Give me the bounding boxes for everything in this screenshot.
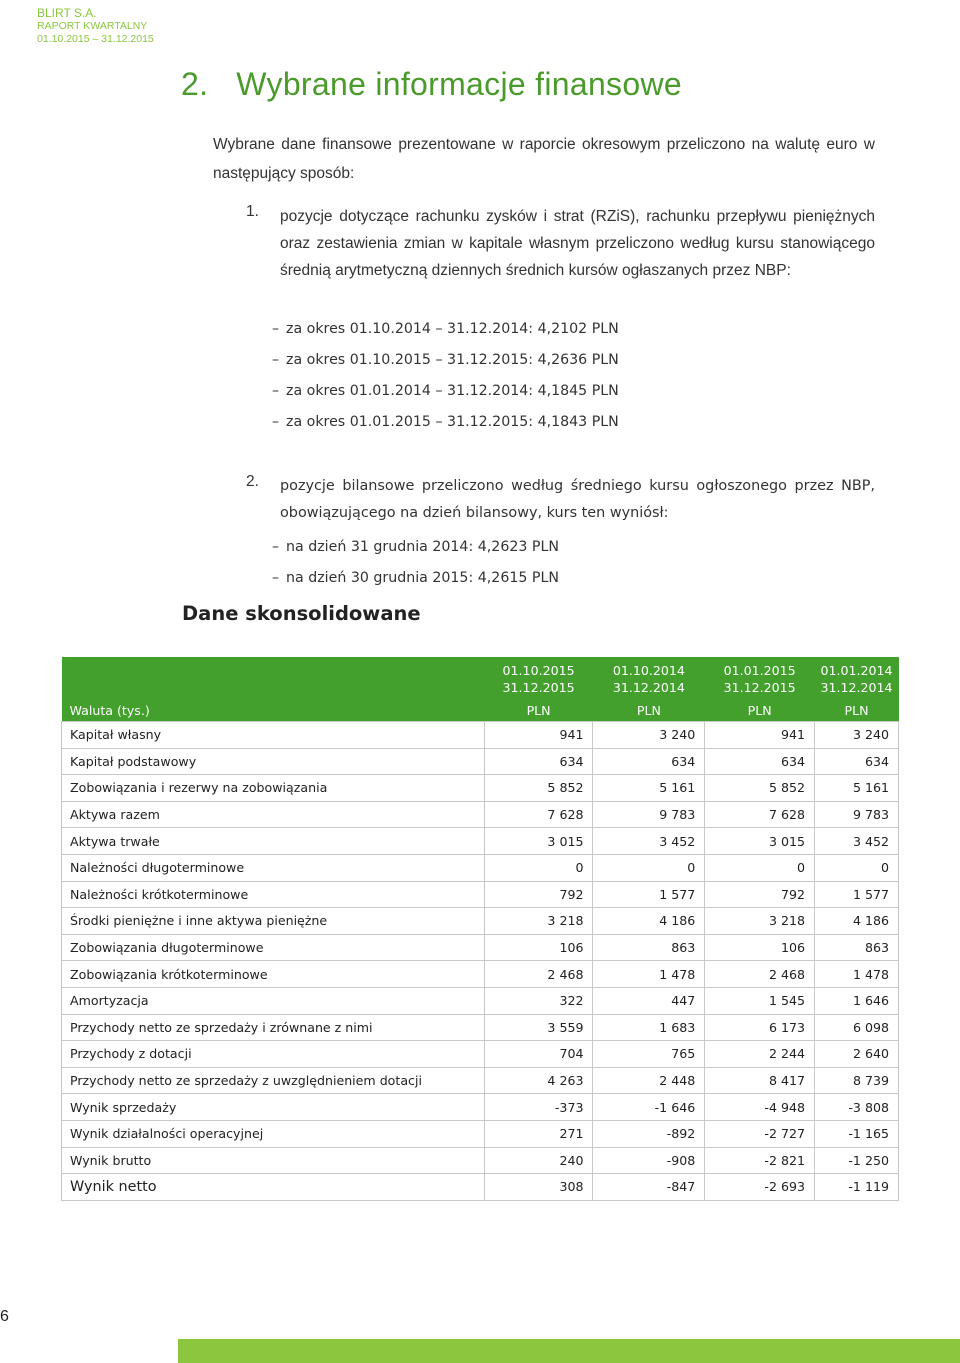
value-cell: 7 628 (705, 801, 815, 828)
table-row (62, 1174, 899, 1201)
column-header: 01.01.2014 31.12.2014 (815, 657, 899, 699)
value-cell: 941 (484, 722, 593, 749)
value-cell: -1 119 (815, 1174, 899, 1201)
currency-cell: PLN (484, 699, 593, 722)
footer-bar (178, 1339, 960, 1363)
value-cell: 1 646 (815, 987, 899, 1014)
value-cell: 3 218 (705, 908, 815, 935)
value-cell: 634 (484, 748, 593, 775)
row-label: Wynik netto (62, 1174, 485, 1201)
value-cell: 863 (815, 934, 899, 961)
row-label: Należności krótkoterminowe (62, 881, 485, 908)
value-cell: 6 098 (815, 1014, 899, 1041)
value-cell: -2 727 (705, 1120, 815, 1147)
value-cell: 4 263 (484, 1067, 593, 1094)
row-label: Zobowiązania długoterminowe (62, 934, 485, 961)
value-cell: 3 015 (705, 828, 815, 855)
item-text: pozycje dotyczące rachunku zysków i strat (RZiS), rachunku przepływu pieniężnych oraz zestawienia zmian w kapitale własnym przeliczono według kursu stanowiącego średnią arytmetyczną dziennych średnich kursów ogłaszanych przez NBP: (280, 208, 875, 279)
value-cell: 9 783 (815, 801, 899, 828)
item-number: 2. (246, 473, 259, 490)
value-cell: -1 646 (593, 1094, 705, 1121)
row-label: Środki pieniężne i inne aktywa pieniężne (62, 908, 485, 935)
value-cell: 1 478 (815, 961, 899, 988)
value-cell: -3 808 (815, 1094, 899, 1121)
report-type: RAPORT KWARTALNY (37, 20, 148, 32)
row-label: Aktywa razem (62, 801, 485, 828)
rate-list-2 (272, 532, 559, 594)
value-cell: -892 (593, 1120, 705, 1147)
value-cell: 308 (484, 1174, 593, 1201)
value-cell: 271 (484, 1120, 593, 1147)
value-cell: 3 240 (815, 722, 899, 749)
value-cell: 5 852 (484, 775, 593, 802)
value-cell: 106 (484, 934, 593, 961)
value-cell: 240 (484, 1147, 593, 1174)
value-cell: 322 (484, 987, 593, 1014)
value-cell: 0 (484, 854, 593, 881)
table-row (62, 854, 899, 881)
value-cell: 634 (705, 748, 815, 775)
table-row (62, 801, 899, 828)
company-name: BLIRT S.A. (37, 6, 97, 20)
table-row (62, 1067, 899, 1094)
table-row (62, 748, 899, 775)
column-header: 01.10.2014 31.12.2014 (593, 657, 705, 699)
value-cell: 3 452 (593, 828, 705, 855)
table-row (62, 1041, 899, 1068)
currency-cell: PLN (815, 699, 899, 722)
currency-label: Waluta (tys.) (62, 699, 485, 722)
column-header: 01.01.2015 31.12.2015 (705, 657, 815, 699)
value-cell: 3 218 (484, 908, 593, 935)
section-title (181, 66, 682, 103)
page-number: 6 (0, 1308, 9, 1325)
table-header-currency (62, 699, 899, 722)
value-cell: 765 (593, 1041, 705, 1068)
value-cell: 4 186 (593, 908, 705, 935)
rate-line: – za okres 01.10.2014 – 31.12.2014: 4,2102 PLN (272, 321, 619, 337)
value-cell: 0 (815, 854, 899, 881)
row-label: Zobowiązania krótkoterminowe (62, 961, 485, 988)
rate-line: – za okres 01.10.2015 – 31.12.2015: 4,2636 PLN (272, 352, 619, 368)
value-cell: 5 852 (705, 775, 815, 802)
value-cell: -908 (593, 1147, 705, 1174)
value-cell: -1 250 (815, 1147, 899, 1174)
value-cell: 2 448 (593, 1067, 705, 1094)
value-cell: 8 739 (815, 1067, 899, 1094)
table-row (62, 775, 899, 802)
value-cell: 2 468 (705, 961, 815, 988)
value-cell: 634 (815, 748, 899, 775)
row-label: Aktywa trwałe (62, 828, 485, 855)
table-row (62, 828, 899, 855)
table-row (62, 1094, 899, 1121)
value-cell: 5 161 (815, 775, 899, 802)
value-cell: 863 (593, 934, 705, 961)
value-cell: 7 628 (484, 801, 593, 828)
value-cell: 5 161 (593, 775, 705, 802)
row-label: Kapitał własny (62, 722, 485, 749)
value-cell: 2 244 (705, 1041, 815, 1068)
rate-line: – za okres 01.01.2015 – 31.12.2015: 4,1843 PLN (272, 414, 619, 430)
row-label: Wynik sprzedaży (62, 1094, 485, 1121)
row-label: Zobowiązania i rezerwy na zobowiązania (62, 775, 485, 802)
value-cell: -373 (484, 1094, 593, 1121)
table-row (62, 934, 899, 961)
currency-cell: PLN (705, 699, 815, 722)
table-row (62, 881, 899, 908)
rate-line: – na dzień 30 grudnia 2015: 4,2615 PLN (272, 570, 559, 586)
table-row (62, 908, 899, 935)
value-cell: 0 (593, 854, 705, 881)
item-number: 1. (246, 203, 259, 220)
value-cell: 1 478 (593, 961, 705, 988)
value-cell: -1 165 (815, 1120, 899, 1147)
header-blank (62, 657, 485, 699)
value-cell: 3 240 (593, 722, 705, 749)
row-label: Amortyzacja (62, 987, 485, 1014)
value-cell: 447 (593, 987, 705, 1014)
column-header: 01.10.2015 31.12.2015 (484, 657, 593, 699)
value-cell: 792 (484, 881, 593, 908)
table-row (62, 987, 899, 1014)
value-cell: 2 468 (484, 961, 593, 988)
value-cell: 106 (705, 934, 815, 961)
table-row (62, 961, 899, 988)
value-cell: 3 559 (484, 1014, 593, 1041)
value-cell: -2 693 (705, 1174, 815, 1201)
subsection-title: Dane skonsolidowane (182, 602, 421, 625)
item-text: pozycje bilansowe przeliczono według średniego kursu ogłoszonego przez NBP, obowiązującego na dzień bilansowy, kurs ten wyniósł: (280, 478, 875, 521)
rate-line: – na dzień 31 grudnia 2014: 4,2623 PLN (272, 539, 559, 555)
value-cell: -4 948 (705, 1094, 815, 1121)
value-cell: 4 186 (815, 908, 899, 935)
row-label: Przychody netto ze sprzedaży z uwzględnieniem dotacji (62, 1067, 485, 1094)
table-row (62, 1120, 899, 1147)
value-cell: 8 417 (705, 1067, 815, 1094)
value-cell: 1 683 (593, 1014, 705, 1041)
value-cell: 941 (705, 722, 815, 749)
value-cell: 704 (484, 1041, 593, 1068)
row-label: Wynik brutto (62, 1147, 485, 1174)
value-cell: 1 577 (593, 881, 705, 908)
table-row (62, 1147, 899, 1174)
rate-line: – za okres 01.01.2014 – 31.12.2014: 4,1845 PLN (272, 383, 619, 399)
section-title-text: Wybrane informacje finansowe (236, 66, 682, 102)
value-cell: 3 015 (484, 828, 593, 855)
table-row (62, 1014, 899, 1041)
rate-list-1 (272, 314, 619, 438)
table-row (62, 722, 899, 749)
row-label: Kapitał podstawowy (62, 748, 485, 775)
page-header (37, 6, 154, 46)
table-header-dates (62, 657, 899, 699)
value-cell: 3 452 (815, 828, 899, 855)
value-cell: 6 173 (705, 1014, 815, 1041)
value-cell: 0 (705, 854, 815, 881)
value-cell: 792 (705, 881, 815, 908)
row-label: Wynik działalności operacyjnej (62, 1120, 485, 1147)
row-label: Przychody netto ze sprzedaży i zrównane z nimi (62, 1014, 485, 1041)
section-number: 2. (181, 66, 209, 102)
currency-cell: PLN (593, 699, 705, 722)
table-body (62, 722, 899, 1201)
value-cell: -847 (593, 1174, 705, 1201)
intro-paragraph: Wybrane dane finansowe prezentowane w raporcie okresowym przeliczono na walutę euro w następujący sposób: (213, 136, 875, 182)
row-label: Należności długoterminowe (62, 854, 485, 881)
report-period: 01.10.2015 – 31.12.2015 (37, 33, 154, 45)
value-cell: -2 821 (705, 1147, 815, 1174)
value-cell: 9 783 (593, 801, 705, 828)
value-cell: 1 577 (815, 881, 899, 908)
value-cell: 2 640 (815, 1041, 899, 1068)
value-cell: 634 (593, 748, 705, 775)
financial-table (61, 657, 899, 1201)
value-cell: 1 545 (705, 987, 815, 1014)
row-label: Przychody z dotacji (62, 1041, 485, 1068)
